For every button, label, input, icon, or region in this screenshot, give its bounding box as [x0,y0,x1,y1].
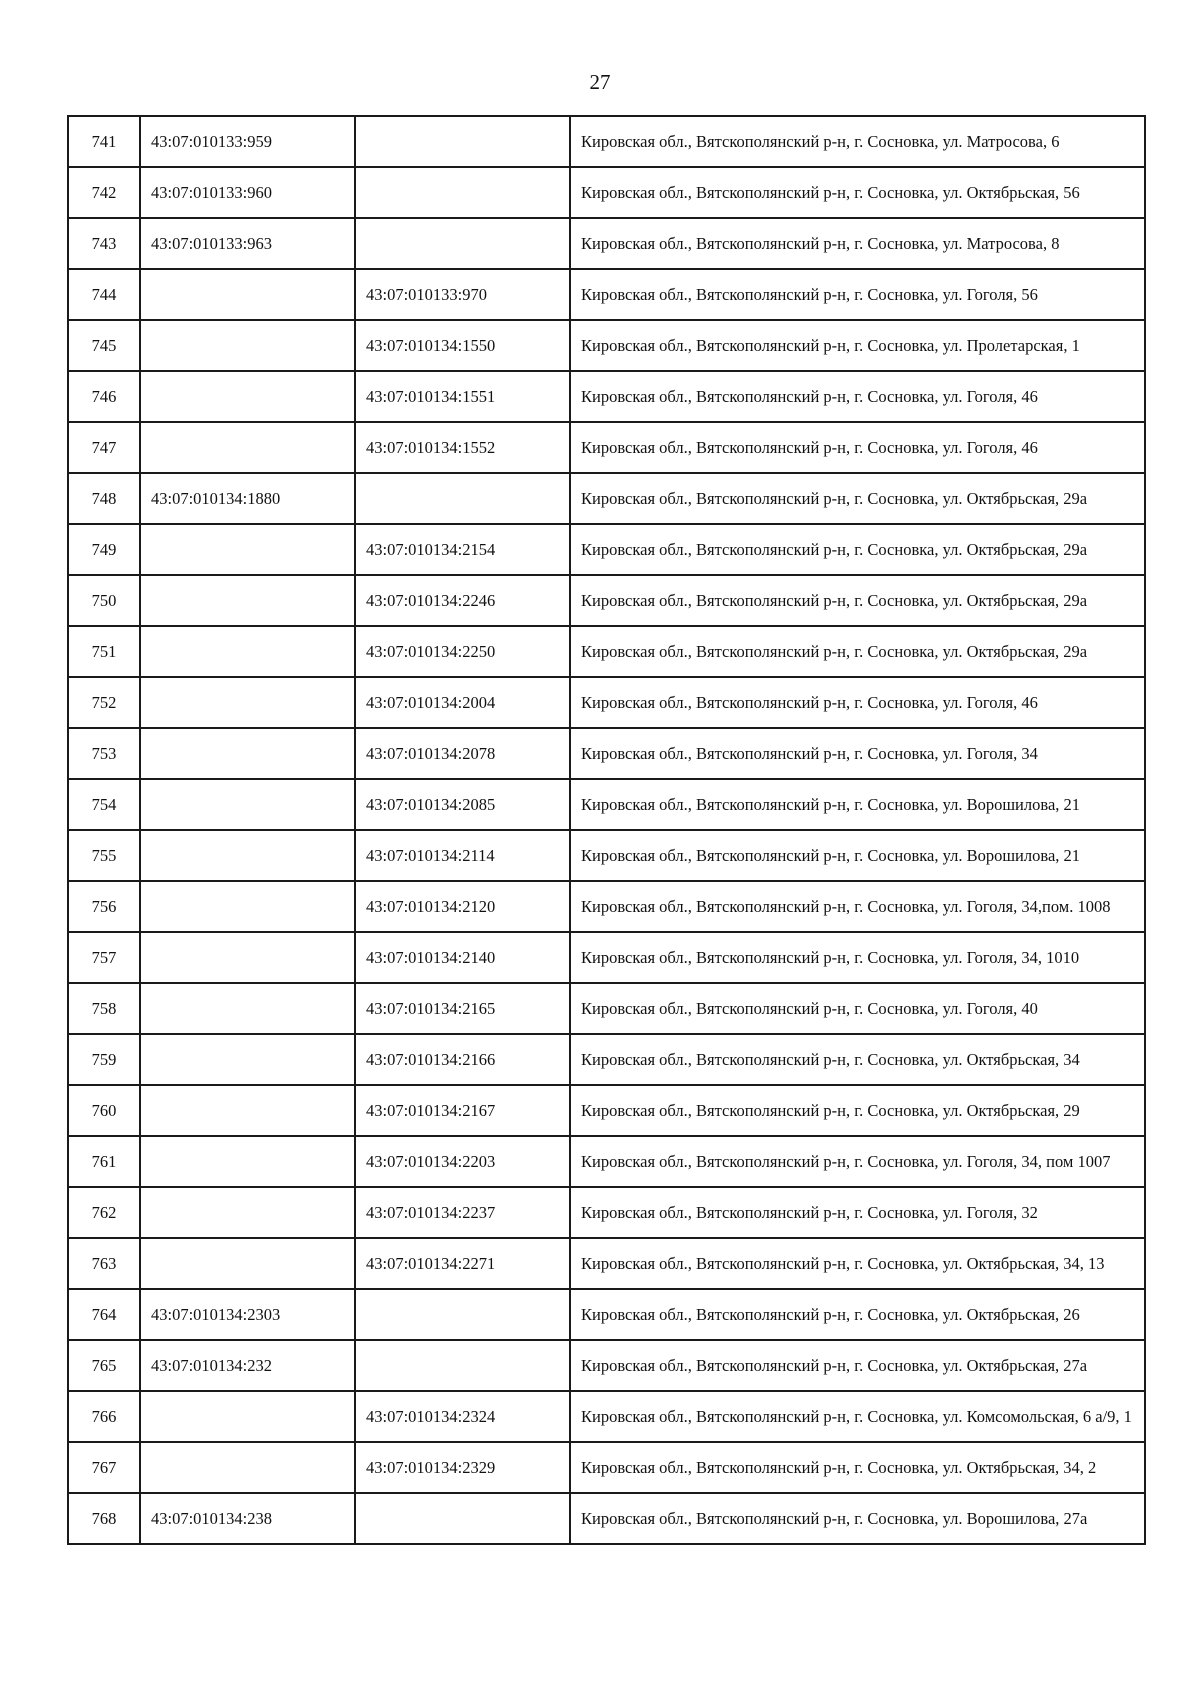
object-cadastral-number-cell: 43:07:010134:2120 [355,881,570,932]
table-row [68,320,1145,371]
cadastral-number-cell [140,1034,355,1085]
address-cell: Кировская обл., Вятскополянский р-н, г. Сосновка, ул. Гоголя, 46 [570,371,1145,422]
object-cadastral-number-cell: 43:07:010134:2154 [355,524,570,575]
row-number-cell: 750 [68,575,140,626]
address-cell: Кировская обл., Вятскополянский р-н, г. Сосновка, ул. Ворошилова, 21 [570,779,1145,830]
address-cell: Кировская обл., Вятскополянский р-н, г. Сосновка, ул. Гоголя, 34, пом 1007 [570,1136,1145,1187]
object-cadastral-number-cell: 43:07:010134:2140 [355,932,570,983]
cadastral-number-cell [140,1187,355,1238]
address-cell: Кировская обл., Вятскополянский р-н, г. Сосновка, ул. Гоголя, 34, 1010 [570,932,1145,983]
address-cell: Кировская обл., Вятскополянский р-н, г. Сосновка, ул. Октябрьская, 34 [570,1034,1145,1085]
address-cell: Кировская обл., Вятскополянский р-н, г. Сосновка, ул. Гоголя, 56 [570,269,1145,320]
object-cadastral-number-cell [355,218,570,269]
row-number-cell: 751 [68,626,140,677]
address-cell: Кировская обл., Вятскополянский р-н, г. Сосновка, ул. Матросова, 6 [570,116,1145,167]
object-cadastral-number-cell [355,1289,570,1340]
address-cell: Кировская обл., Вятскополянский р-н, г. Сосновка, ул. Матросова, 8 [570,218,1145,269]
address-cell: Кировская обл., Вятскополянский р-н, г. Сосновка, ул. Гоголя, 32 [570,1187,1145,1238]
cadastral-number-cell [140,1238,355,1289]
row-number-cell: 759 [68,1034,140,1085]
object-cadastral-number-cell: 43:07:010134:2324 [355,1391,570,1442]
address-cell: Кировская обл., Вятскополянский р-н, г. Сосновка, ул. Комсомольская, 6 а/9, 1 [570,1391,1145,1442]
object-cadastral-number-cell: 43:07:010134:2078 [355,728,570,779]
address-cell: Кировская обл., Вятскополянский р-н, г. Сосновка, ул. Гоголя, 34 [570,728,1145,779]
table-row [68,167,1145,218]
table-row [68,1085,1145,1136]
object-cadastral-number-cell [355,1493,570,1544]
registry-table-body [68,116,1145,1544]
table-row [68,830,1145,881]
object-cadastral-number-cell: 43:07:010134:2085 [355,779,570,830]
cadastral-number-cell [140,626,355,677]
cadastral-number-cell [140,524,355,575]
object-cadastral-number-cell: 43:07:010134:2237 [355,1187,570,1238]
address-cell: Кировская обл., Вятскополянский р-н, г. Сосновка, ул. Гоголя, 46 [570,422,1145,473]
table-row [68,473,1145,524]
row-number-cell: 763 [68,1238,140,1289]
address-cell: Кировская обл., Вятскополянский р-н, г. Сосновка, ул. Октябрьская, 34, 13 [570,1238,1145,1289]
table-row [68,1340,1145,1391]
object-cadastral-number-cell: 43:07:010134:2167 [355,1085,570,1136]
cadastral-number-cell [140,1085,355,1136]
cadastral-number-cell [140,779,355,830]
address-cell: Кировская обл., Вятскополянский р-н, г. Сосновка, ул. Октябрьская, 34, 2 [570,1442,1145,1493]
table-row [68,269,1145,320]
table-row [68,218,1145,269]
object-cadastral-number-cell: 43:07:010134:1551 [355,371,570,422]
row-number-cell: 748 [68,473,140,524]
row-number-cell: 757 [68,932,140,983]
row-number-cell: 768 [68,1493,140,1544]
row-number-cell: 765 [68,1340,140,1391]
cadastral-number-cell [140,422,355,473]
property-registry-table [67,115,1146,1545]
cadastral-number-cell: 43:07:010134:2303 [140,1289,355,1340]
address-cell: Кировская обл., Вятскополянский р-н, г. Сосновка, ул. Ворошилова, 27а [570,1493,1145,1544]
address-cell: Кировская обл., Вятскополянский р-н, г. Сосновка, ул. Октябрьская, 29 [570,1085,1145,1136]
object-cadastral-number-cell: 43:07:010134:1550 [355,320,570,371]
row-number-cell: 741 [68,116,140,167]
object-cadastral-number-cell [355,473,570,524]
row-number-cell: 755 [68,830,140,881]
cadastral-number-cell [140,1391,355,1442]
object-cadastral-number-cell: 43:07:010134:1552 [355,422,570,473]
cadastral-number-cell [140,983,355,1034]
object-cadastral-number-cell: 43:07:010133:970 [355,269,570,320]
address-cell: Кировская обл., Вятскополянский р-н, г. Сосновка, ул. Октябрьская, 29а [570,575,1145,626]
row-number-cell: 767 [68,1442,140,1493]
row-number-cell: 749 [68,524,140,575]
cadastral-number-cell [140,881,355,932]
table-row [68,779,1145,830]
row-number-cell: 752 [68,677,140,728]
address-cell: Кировская обл., Вятскополянский р-н, г. Сосновка, ул. Октябрьская, 29а [570,473,1145,524]
object-cadastral-number-cell: 43:07:010134:2246 [355,575,570,626]
object-cadastral-number-cell: 43:07:010134:2203 [355,1136,570,1187]
cadastral-number-cell [140,269,355,320]
table-row [68,932,1145,983]
cadastral-number-cell [140,575,355,626]
table-row [68,575,1145,626]
row-number-cell: 746 [68,371,140,422]
table-row [68,1034,1145,1085]
cadastral-number-cell [140,728,355,779]
cadastral-number-cell [140,677,355,728]
cadastral-number-cell: 43:07:010133:963 [140,218,355,269]
object-cadastral-number-cell [355,116,570,167]
table-row [68,1238,1145,1289]
object-cadastral-number-cell: 43:07:010134:2166 [355,1034,570,1085]
row-number-cell: 766 [68,1391,140,1442]
row-number-cell: 744 [68,269,140,320]
object-cadastral-number-cell: 43:07:010134:2165 [355,983,570,1034]
cadastral-number-cell [140,1136,355,1187]
table-row [68,422,1145,473]
table-row [68,677,1145,728]
table-row [68,1136,1145,1187]
table-row [68,983,1145,1034]
row-number-cell: 762 [68,1187,140,1238]
row-number-cell: 758 [68,983,140,1034]
table-row [68,1187,1145,1238]
object-cadastral-number-cell: 43:07:010134:2114 [355,830,570,881]
address-cell: Кировская обл., Вятскополянский р-н, г. Сосновка, ул. Октябрьская, 27а [570,1340,1145,1391]
address-cell: Кировская обл., Вятскополянский р-н, г. Сосновка, ул. Гоголя, 40 [570,983,1145,1034]
address-cell: Кировская обл., Вятскополянский р-н, г. Сосновка, ул. Октябрьская, 29а [570,626,1145,677]
row-number-cell: 742 [68,167,140,218]
address-cell: Кировская обл., Вятскополянский р-н, г. Сосновка, ул. Октябрьская, 26 [570,1289,1145,1340]
row-number-cell: 754 [68,779,140,830]
cadastral-number-cell: 43:07:010134:238 [140,1493,355,1544]
table-row [68,1493,1145,1544]
table-row [68,116,1145,167]
row-number-cell: 747 [68,422,140,473]
table-row [68,371,1145,422]
row-number-cell: 764 [68,1289,140,1340]
row-number-cell: 756 [68,881,140,932]
cadastral-number-cell: 43:07:010134:1880 [140,473,355,524]
address-cell: Кировская обл., Вятскополянский р-н, г. Сосновка, ул. Ворошилова, 21 [570,830,1145,881]
address-cell: Кировская обл., Вятскополянский р-н, г. Сосновка, ул. Октябрьская, 29а [570,524,1145,575]
table-row [68,728,1145,779]
cadastral-number-cell: 43:07:010134:232 [140,1340,355,1391]
table-row [68,1289,1145,1340]
address-cell: Кировская обл., Вятскополянский р-н, г. Сосновка, ул. Пролетарская, 1 [570,320,1145,371]
table-row [68,626,1145,677]
row-number-cell: 745 [68,320,140,371]
row-number-cell: 761 [68,1136,140,1187]
cadastral-number-cell [140,932,355,983]
address-cell: Кировская обл., Вятскополянский р-н, г. Сосновка, ул. Октябрьская, 56 [570,167,1145,218]
table-row [68,881,1145,932]
object-cadastral-number-cell: 43:07:010134:2004 [355,677,570,728]
cadastral-number-cell: 43:07:010133:959 [140,116,355,167]
page-number: 27 [589,70,611,94]
row-number-cell: 753 [68,728,140,779]
address-cell: Кировская обл., Вятскополянский р-н, г. Сосновка, ул. Гоголя, 34,пом. 1008 [570,881,1145,932]
row-number-cell: 743 [68,218,140,269]
cadastral-number-cell: 43:07:010133:960 [140,167,355,218]
object-cadastral-number-cell: 43:07:010134:2329 [355,1442,570,1493]
cadastral-number-cell [140,371,355,422]
cadastral-number-cell [140,1442,355,1493]
cadastral-number-cell [140,830,355,881]
address-cell: Кировская обл., Вятскополянский р-н, г. Сосновка, ул. Гоголя, 46 [570,677,1145,728]
table-row [68,1442,1145,1493]
object-cadastral-number-cell [355,167,570,218]
object-cadastral-number-cell: 43:07:010134:2250 [355,626,570,677]
object-cadastral-number-cell: 43:07:010134:2271 [355,1238,570,1289]
table-row [68,1391,1145,1442]
table-row [68,524,1145,575]
cadastral-number-cell [140,320,355,371]
row-number-cell: 760 [68,1085,140,1136]
object-cadastral-number-cell [355,1340,570,1391]
